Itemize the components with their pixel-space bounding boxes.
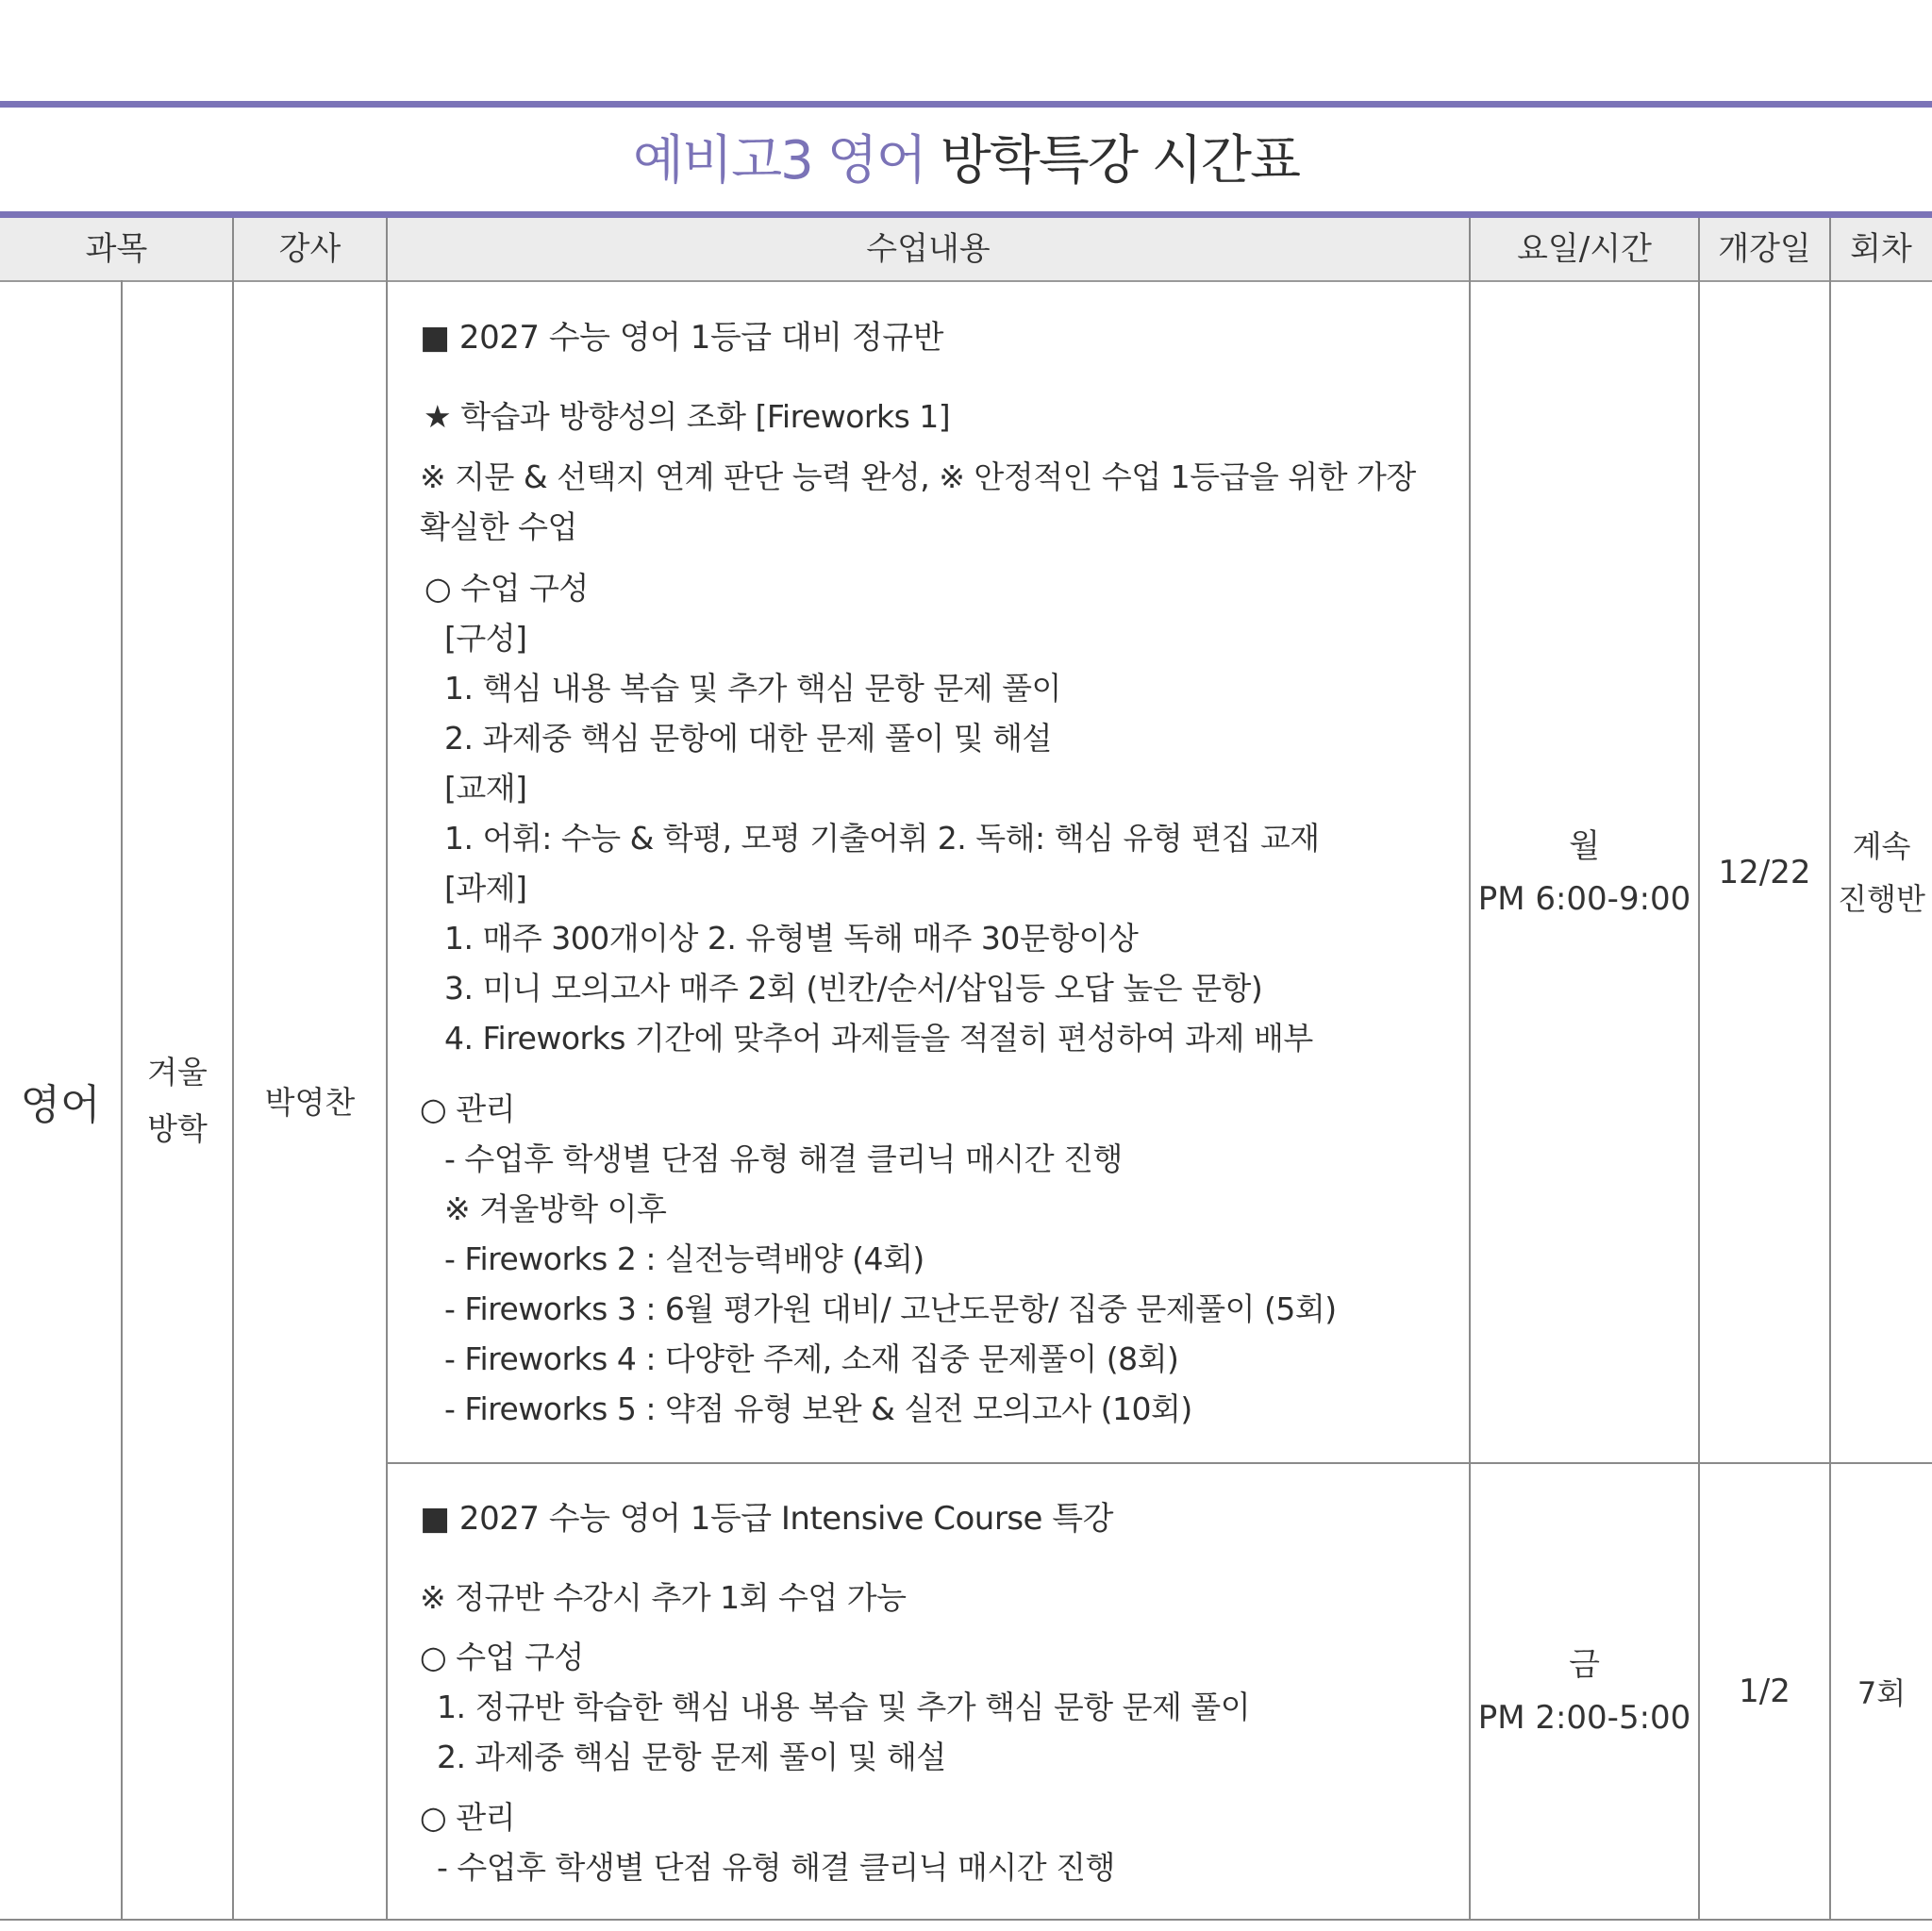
term-line-2: 방학 (147, 1109, 208, 1147)
page-title (0, 119, 1932, 204)
course1-line: ○ 수업 구성 (425, 570, 589, 607)
course1-line: - Fireworks 3 : 6월 평가원 대비/ 고난도문항/ 집중 문제풀이 (5회) (444, 1290, 1337, 1327)
course1-day: 월 (1569, 826, 1600, 865)
course1-start-date-value: 12/22 (1718, 853, 1811, 891)
course1-line: 3. 미니 모의고사 매주 2회 (빈칸/순서/삽입등 오답 높은 문항) (444, 970, 1263, 1007)
course2-line: ○ 수업 구성 (420, 1639, 584, 1675)
term-line-1: 겨울 (147, 1053, 208, 1090)
course2-sessions (1831, 1464, 1932, 1919)
header-day-time: 요일/시간 (1517, 230, 1652, 268)
course2-day-time (1471, 1464, 1698, 1919)
course1-line: - Fireworks 2 : 실전능력배양 (4회) (444, 1240, 924, 1277)
subject-cell (0, 282, 121, 1919)
top-accent-line (0, 101, 1932, 108)
course1-line: [교재] (444, 770, 527, 807)
title-rest: 방학특강 시간표 (924, 130, 1300, 191)
header-teacher: 강사 (278, 230, 341, 268)
course1-line: 1. 매주 300개이상 2. 유형별 독해 매주 30문항이상 (444, 920, 1139, 957)
title-underline (0, 211, 1932, 218)
teacher-name: 박영찬 (264, 1084, 356, 1121)
subject-label: 영어 (20, 1080, 101, 1129)
title-accent: 예비고3 영어 (632, 130, 925, 191)
header-sessions: 회차 (1850, 230, 1912, 268)
teacher-cell (234, 282, 386, 1919)
course1-sessions (1831, 282, 1932, 1462)
course2-start-date-value: 1/2 (1739, 1673, 1790, 1710)
course2-day: 금 (1569, 1646, 1600, 1684)
course2-line: 2. 과제중 핵심 문항 문제 풀이 및 해설 (437, 1739, 946, 1775)
table-header (0, 218, 1932, 282)
header-start-date: 개강일 (1718, 230, 1811, 268)
course1-start-date (1700, 282, 1829, 1462)
course1-sessions-line-2: 진행반 (1838, 880, 1925, 917)
course1-line: - 수업후 학생별 단점 유형 해결 클리닉 매시간 진행 (444, 1140, 1123, 1177)
course1-title: ■ 2027 수능 영어 1등급 대비 정규반 (420, 319, 943, 357)
course2-line: - 수업후 학생별 단점 유형 해결 클리닉 매시간 진행 (437, 1849, 1115, 1886)
course2-line: 1. 정규반 학습한 핵심 내용 복습 및 추가 핵심 문항 문제 풀이 (437, 1689, 1251, 1725)
course1-line: [구성] (444, 620, 527, 657)
course1-line: 1. 핵심 내용 복습 및 추가 핵심 문항 문제 풀이 (444, 670, 1061, 707)
table-bottom-line (0, 1919, 1932, 1921)
course1-line: 1. 어휘: 수능 & 학평, 모평 기출어휘 2. 독해: 핵심 유형 편집 교재 (444, 820, 1320, 857)
header-content: 수업내용 (866, 230, 991, 268)
course1-sessions-line-1: 계속 (1852, 827, 1911, 864)
course2-start-date (1700, 1464, 1829, 1919)
course1-line: ★ 학습과 방향성의 조화 [Fireworks 1] (424, 398, 951, 435)
header-subject: 과목 (85, 230, 148, 268)
course2-line: ※ 정규반 수강시 추가 1회 수업 가능 (420, 1579, 907, 1616)
course1-line: 4. Fireworks 기간에 맞추어 과제들을 적절히 편성하여 과제 배부 (444, 1020, 1313, 1057)
course2-time: PM 2:00-5:00 (1477, 1699, 1691, 1737)
course2-sessions-value: 7회 (1857, 1675, 1907, 1711)
course2-title: ■ 2027 수능 영어 1등급 Intensive Course 특강 (420, 1500, 1113, 1538)
course1-line: ※ 지문 & 선택지 연계 판단 능력 완성, ※ 안정적인 수업 1등급을 위한 가장 (420, 458, 1416, 495)
course1-line: - Fireworks 4 : 다양한 주제, 소재 집중 문제풀이 (8회) (444, 1340, 1179, 1377)
course2-content (420, 1464, 1457, 1919)
course1-time: PM 6:00-9:00 (1477, 879, 1691, 918)
course1-day-time (1471, 282, 1698, 1462)
course1-line: 확실한 수업 (420, 508, 577, 545)
course1-line: ※ 겨울방학 이후 (444, 1190, 667, 1227)
course1-line: - Fireworks 5 : 약점 유형 보완 & 실전 모의고사 (10회) (444, 1390, 1192, 1427)
course1-line: ○ 관리 (420, 1090, 516, 1127)
grid-line (386, 218, 388, 1920)
course2-line: ○ 관리 (420, 1799, 516, 1836)
course1-line: 2. 과제중 핵심 문항에 대한 문제 풀이 및 해설 (444, 720, 1052, 757)
course1-line: [과제] (444, 870, 527, 907)
term-cell (123, 282, 232, 1919)
course1-content (420, 283, 1457, 1460)
